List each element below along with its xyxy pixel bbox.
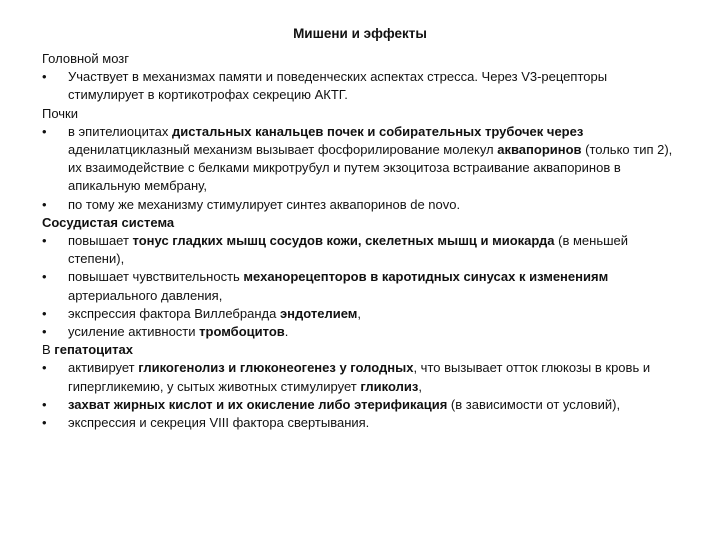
bullet-vascular-3	[42, 305, 682, 323]
text-run: В	[42, 342, 55, 358]
text-run: ,	[418, 378, 422, 394]
bullet-liver-3	[42, 414, 682, 432]
bullet-icon: •	[42, 233, 47, 249]
text-run: повышает	[68, 233, 133, 249]
text-run: ,	[357, 305, 362, 321]
bullet-vascular-4	[42, 323, 682, 341]
bullet-icon: •	[42, 396, 47, 412]
bullet-vascular-2	[42, 268, 682, 304]
bold-run: аквапоринов	[497, 142, 582, 158]
bullet-icon: •	[42, 305, 47, 321]
bullet-liver-1	[42, 359, 682, 395]
bullet-icon: •	[42, 123, 47, 139]
text-run: по тому же механизму стимулирует синтез аквапоринов de novo.	[68, 196, 461, 212]
section-heading-kidneys	[42, 105, 682, 123]
slide-content	[42, 50, 682, 432]
bold-run: тонус гладких мышц сосудов кожи, скелетных мышц и миокарда	[132, 233, 555, 249]
heading-kidneys-text: Почки	[42, 105, 79, 121]
text-run: .	[284, 324, 289, 340]
bullet-icon: •	[42, 415, 47, 431]
text-run: (только тип 2), их взаимодействие с белками микротрубул и путем экзоцитоза встраивание аквапоринов в апикальную мембрану,	[68, 142, 673, 194]
text-run: экспрессия фактора Виллебранда	[68, 305, 280, 321]
bold-run: тромбоцитов	[199, 324, 285, 340]
bullet-icon: •	[42, 69, 47, 85]
text-run: в эпителиоцитах	[68, 123, 172, 139]
bold-run: гепатоцитах	[54, 342, 133, 358]
text-run: усиление активности	[68, 324, 200, 340]
heading-vascular-text: Сосудистая система	[42, 214, 175, 230]
text-run: аденилатциклазный механизм вызывает фосфорилирование молекул	[68, 142, 498, 158]
text-run: , что вызывает отток глюкозы в кровь и гипергликемию, у сытых животных стимулирует	[68, 360, 651, 394]
bold-run: дистальных канальцев почек и собирательных трубочек через	[172, 123, 584, 139]
text-run: (в зависимости от условий),	[447, 396, 621, 412]
bold-run: гликолиз	[360, 378, 419, 394]
slide-title	[0, 26, 720, 41]
slide-title-text: Мишени и эффекты	[293, 26, 427, 41]
bullet-vascular-1	[42, 232, 682, 268]
bullet-kidneys-1	[42, 123, 682, 196]
text-run: повышает чувствительность	[68, 269, 244, 285]
section-heading-brain	[42, 50, 682, 68]
bullet-brain-1	[42, 68, 682, 104]
bold-run: эндотелием	[279, 305, 358, 321]
bullet-icon: •	[42, 324, 47, 340]
bullet-icon: •	[42, 196, 47, 212]
text-run: (в меньшей степени),	[68, 233, 629, 267]
bold-run: механорецепторов в каротидных синусах к изменениям	[243, 269, 609, 285]
bullet-kidneys-2	[42, 196, 682, 214]
section-heading-vascular	[42, 214, 682, 232]
text-run: экспрессия и секреция VIII фактора свертывания.	[68, 415, 370, 431]
bullet-icon: •	[42, 360, 47, 376]
section-heading-liver	[42, 341, 682, 359]
bullet-icon: •	[42, 269, 47, 285]
text-run: активирует	[68, 360, 139, 376]
bold-run: захват жирных кислот и их окисление либо этерификация	[68, 396, 448, 412]
bullet-liver-2	[42, 396, 682, 414]
bold-run: гликогенолиз и глюконеогенез у голодных	[138, 360, 414, 376]
heading-brain-text: Головной мозг	[42, 51, 129, 66]
bullet-brain-1-text: Участвует в механизмах памяти и поведенческих аспектах стресса. Через V3-рецепторы стимулирует в кортикотрофах секрецию АКТГ.	[68, 69, 608, 103]
text-run: артериального давления,	[68, 287, 223, 303]
